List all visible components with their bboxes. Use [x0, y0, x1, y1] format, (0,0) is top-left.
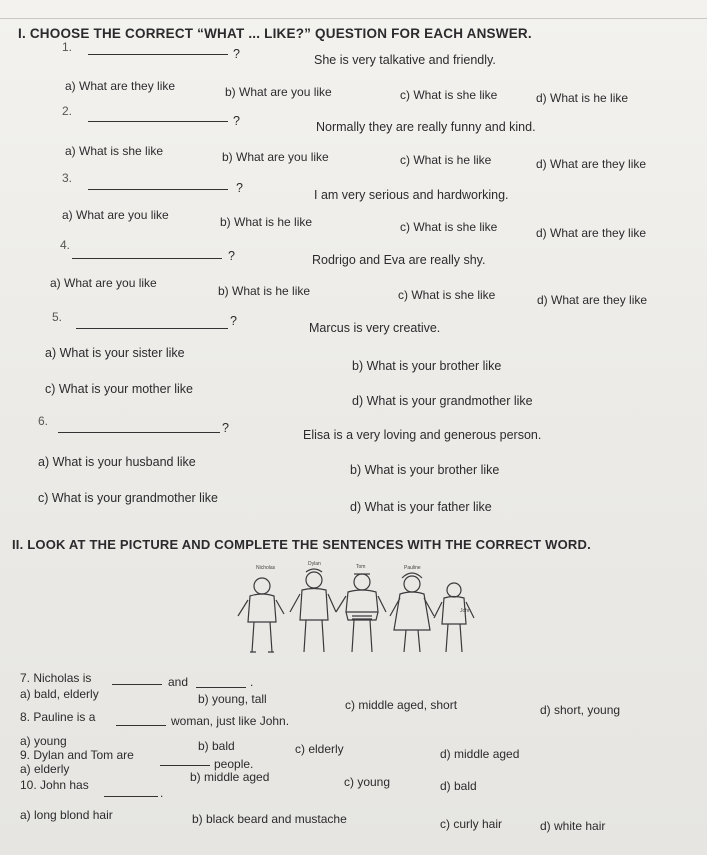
item-3-qmark: ? — [236, 181, 243, 195]
q10-text-end: . — [160, 786, 164, 800]
item-3-option-b[interactable]: b) What is he like — [220, 215, 313, 229]
item-6-statement: Elisa is a very loving and generous person. — [303, 428, 542, 442]
q8-option-c[interactable]: c) elderly — [295, 742, 344, 756]
label-pauline: Pauline — [404, 565, 421, 571]
item-1-option-a[interactable]: a) What are they like — [65, 79, 176, 93]
q8-option-b[interactable]: b) bald — [198, 739, 235, 753]
item-6-blank[interactable] — [58, 420, 220, 433]
q10-option-a[interactable]: a) long blond hair — [20, 808, 113, 822]
item-1-option-d[interactable]: d) What is he like — [536, 91, 629, 105]
item-4-option-b[interactable]: b) What is he like — [218, 284, 311, 298]
figure-john — [434, 583, 474, 652]
item-2-option-a[interactable]: a) What is she like — [65, 144, 164, 158]
item-4-blank[interactable] — [72, 246, 222, 259]
item-5-option-c[interactable]: c) What is your mother like — [45, 382, 193, 396]
item-5-statement: Marcus is very creative. — [309, 321, 441, 335]
label-nicholas: Nicholas — [256, 565, 276, 571]
item-3-option-c[interactable]: c) What is she like — [400, 220, 498, 234]
item-1-statement: She is very talkative and friendly. — [314, 53, 496, 67]
item-1-number: 1. — [62, 40, 73, 54]
item-2-option-b[interactable]: b) What are you like — [222, 150, 329, 164]
item-4-option-c[interactable]: c) What is she like — [398, 288, 496, 302]
q7-blank-1[interactable] — [112, 672, 162, 685]
item-5-option-a[interactable]: a) What is your sister like — [45, 346, 185, 360]
item-6-option-b[interactable]: b) What is your brother like — [350, 463, 500, 477]
item-2-option-d[interactable]: d) What are they like — [536, 157, 647, 171]
figure-pauline — [390, 573, 434, 652]
item-6-option-a[interactable]: a) What is your husband like — [38, 455, 196, 469]
label-tom: Tom — [356, 564, 366, 570]
page-top-divider — [0, 18, 707, 19]
q8-text-end: woman, just like John. — [171, 714, 290, 728]
figure-nicholas — [238, 578, 284, 652]
q7-text-start: 7. Nicholas is — [20, 671, 92, 685]
item-4-statement: Rodrigo and Eva are really shy. — [312, 253, 486, 267]
item-2-qmark: ? — [233, 114, 240, 128]
item-6-number: 6. — [38, 414, 49, 428]
label-john: John — [460, 608, 471, 614]
q10-blank[interactable] — [104, 784, 158, 797]
section-1-title: I. CHOOSE THE CORRECT “WHAT ... LIKE?” QUESTION FOR EACH ANSWER. — [18, 26, 532, 41]
item-5-option-b[interactable]: b) What is your brother like — [352, 359, 502, 373]
q7-option-a[interactable]: a) bald, elderly — [20, 687, 99, 701]
family-picture — [222, 560, 482, 665]
q9-option-a[interactable]: a) elderly — [20, 762, 70, 776]
q7-blank-2[interactable] — [196, 675, 246, 688]
item-4-option-d[interactable]: d) What are they like — [537, 293, 648, 307]
q9-text-end: people. — [214, 757, 254, 771]
item-3-number: 3. — [62, 171, 73, 185]
item-5-qmark: ? — [230, 314, 237, 328]
q7-option-c[interactable]: c) middle aged, short — [345, 698, 458, 712]
q7-text-and: and — [168, 675, 189, 689]
q9-text-start: 9. Dylan and Tom are — [20, 748, 134, 762]
q7-option-d[interactable]: d) short, young — [540, 703, 621, 717]
item-3-option-a[interactable]: a) What are you like — [62, 208, 169, 222]
item-4-number: 4. — [60, 238, 71, 252]
q8-option-d[interactable]: d) middle aged — [440, 747, 520, 761]
section-2-title: II. LOOK AT THE PICTURE AND COMPLETE THE SENTENCES WITH THE CORRECT WORD. — [12, 537, 591, 552]
item-3-blank[interactable] — [88, 177, 228, 190]
figure-dylan — [290, 569, 336, 652]
item-6-qmark: ? — [222, 421, 229, 435]
q8-text-start: 8. Pauline is a — [20, 710, 96, 724]
item-1-option-b[interactable]: b) What are you like — [225, 85, 332, 99]
q10-option-b[interactable]: b) black beard and mustache — [192, 812, 347, 826]
q8-blank[interactable] — [116, 713, 166, 726]
item-4-qmark: ? — [228, 249, 235, 263]
q7-text-end: . — [250, 675, 254, 689]
item-3-statement: I am very serious and hardworking. — [314, 188, 509, 202]
item-2-option-c[interactable]: c) What is he like — [400, 153, 492, 167]
item-3-option-d[interactable]: d) What are they like — [536, 226, 647, 240]
item-5-number: 5. — [52, 310, 63, 324]
item-2-blank[interactable] — [88, 109, 228, 122]
item-2-number: 2. — [62, 104, 73, 118]
q9-blank[interactable] — [160, 753, 210, 766]
q10-text-start: 10. John has — [20, 778, 89, 792]
item-5-blank[interactable] — [76, 316, 228, 329]
figure-tom — [336, 574, 386, 652]
item-6-option-d[interactable]: d) What is your father like — [350, 500, 492, 514]
q9-option-d[interactable]: d) bald — [440, 779, 477, 793]
item-1-blank[interactable] — [88, 42, 228, 55]
label-dylan: Dylan — [308, 561, 321, 567]
item-6-option-c[interactable]: c) What is your grandmother like — [38, 491, 218, 505]
q7-option-b[interactable]: b) young, tall — [198, 692, 267, 706]
item-2-statement: Normally they are really funny and kind. — [316, 120, 536, 134]
item-1-option-c[interactable]: c) What is she like — [400, 88, 498, 102]
q9-option-b[interactable]: b) middle aged — [190, 770, 270, 784]
q9-option-c[interactable]: c) young — [344, 775, 391, 789]
item-5-option-d[interactable]: d) What is your grandmother like — [352, 394, 533, 408]
item-1-qmark: ? — [233, 47, 240, 61]
q8-option-a[interactable]: a) young — [20, 734, 67, 748]
family-drawing — [222, 560, 482, 665]
q10-option-d[interactable]: d) white hair — [540, 819, 606, 833]
item-4-option-a[interactable]: a) What are you like — [50, 276, 157, 290]
q10-option-c[interactable]: c) curly hair — [440, 817, 503, 831]
